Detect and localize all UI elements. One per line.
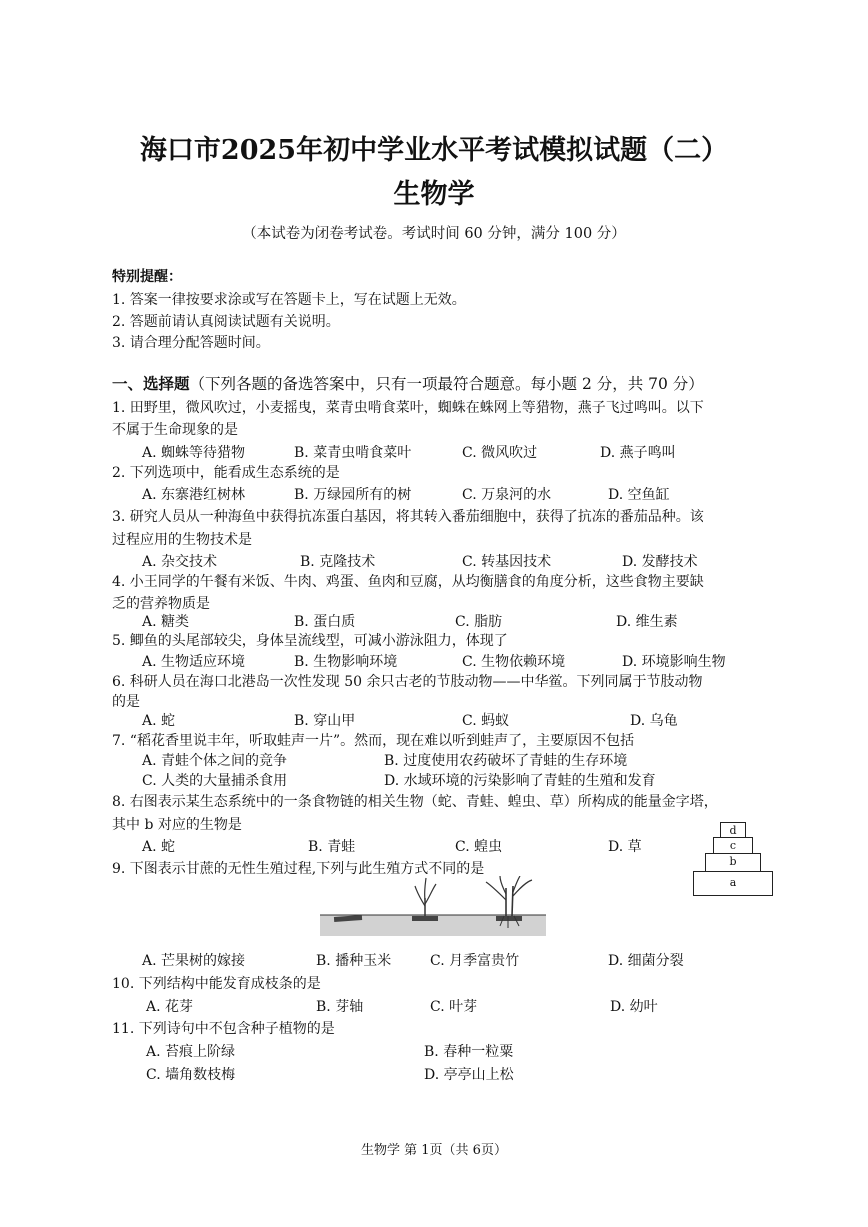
question-stem: 3. 研究人员从一种海鱼中获得抗冻蛋白基因，将其转入番茄细胞中，获得了抗冻的番茄品种。该 bbox=[112, 509, 704, 525]
pyramid-level-a: a bbox=[693, 871, 773, 896]
option-d: D. 发酵技术 bbox=[622, 554, 698, 570]
option-b: B. 穿山甲 bbox=[294, 713, 356, 729]
reminder-item: 1. 答案一律按要求涂或写在答题卡上，写在试题上无效。 bbox=[112, 292, 466, 308]
option-d: D. 幼叶 bbox=[610, 999, 658, 1015]
option-a: A. 蛇 bbox=[142, 713, 176, 729]
pyramid-level-d: d bbox=[720, 822, 746, 838]
question-stem: 4. 小王同学的午餐有米饭、牛肉、鸡蛋、鱼肉和豆腐，从均衡膳食的角度分析，这些食物主要缺 bbox=[112, 574, 704, 590]
exam-title: 海口市2025年初中学业水平考试模拟试题（二） bbox=[139, 135, 729, 166]
option-b: B. 春种一粒粟 bbox=[424, 1044, 514, 1060]
option-c: C. 叶芽 bbox=[430, 999, 478, 1015]
option-a: A. 东寨港红树林 bbox=[142, 487, 246, 503]
option-d: D. 乌龟 bbox=[630, 713, 678, 729]
question-stem: 11. 下列诗句中不包含种子植物的是 bbox=[112, 1021, 335, 1037]
option-d: D. 细菌分裂 bbox=[608, 953, 684, 969]
subject-title: 生物学 bbox=[393, 179, 475, 210]
option-a: A. 生物适应环境 bbox=[142, 654, 246, 670]
option-c: C. 人类的大量捕杀食用 bbox=[142, 773, 288, 789]
question-stem: 5. 鲫鱼的头尾部较尖，身体呈流线型，可减小游泳阻力，体现了 bbox=[112, 633, 508, 649]
question-stem: 2. 下列选项中，能看成生态系统的是 bbox=[112, 465, 340, 481]
sugarcane-propagation-illustration bbox=[320, 876, 546, 936]
question-stem: 不属于生命现象的是 bbox=[112, 422, 238, 438]
question-stem: 的是 bbox=[112, 694, 140, 710]
question-stem: 1. 田野里，微风吹过，小麦摇曳，菜青虫啃食菜叶，蜘蛛在蛛网上等猎物，燕子飞过鸣叫。以下 bbox=[112, 400, 704, 416]
option-b: B. 芽轴 bbox=[316, 999, 364, 1015]
reminder-item: 2. 答题前请认真阅读试题有关说明。 bbox=[112, 314, 340, 330]
option-c: C. 转基因技术 bbox=[462, 554, 552, 570]
option-b: B. 菜青虫啃食菜叶 bbox=[294, 445, 412, 461]
question-stem: 乏的营养物质是 bbox=[112, 596, 210, 612]
section-header bbox=[112, 375, 704, 393]
option-d: D. 燕子鸣叫 bbox=[600, 445, 676, 461]
question-stem: 过程应用的生物技术是 bbox=[112, 532, 252, 548]
option-b: B. 播种玉米 bbox=[316, 953, 392, 969]
question-stem: 10. 下列结构中能发育成枝条的是 bbox=[112, 976, 321, 992]
question-stem: 8. 右图表示某生态系统中的一条食物链的相关生物（蛇、青蛙、蝗虫、草）所构成的能量金字塔， bbox=[112, 794, 718, 810]
option-c: C. 脂肪 bbox=[455, 614, 503, 630]
option-c: C. 蝗虫 bbox=[455, 839, 503, 855]
option-d: D. 草 bbox=[608, 839, 642, 855]
pyramid-level-b: b bbox=[705, 853, 761, 872]
option-b: B. 万绿园所有的树 bbox=[294, 487, 412, 503]
question-stem: 其中 b 对应的生物是 bbox=[112, 817, 242, 833]
reminder-heading: 特别提醒： bbox=[112, 269, 182, 285]
exam-note: （本试卷为闭卷考试卷。考试时间 60 分钟，满分 100 分） bbox=[242, 226, 626, 242]
question-stem: 7. “稻花香里说丰年，听取蛙声一片”。然而，现在难以听到蛙声了，主要原因不包括 bbox=[112, 733, 635, 749]
option-b: B. 蛋白质 bbox=[294, 614, 356, 630]
option-a: A. 蛇 bbox=[142, 839, 176, 855]
option-a: A. 蜘蛛等待猎物 bbox=[142, 445, 246, 461]
option-d: D. 亭亭山上松 bbox=[424, 1067, 514, 1083]
energy-pyramid bbox=[693, 822, 773, 896]
option-a: A. 青蛙个体之间的竞争 bbox=[142, 753, 288, 769]
option-a: A. 杂交技术 bbox=[142, 554, 218, 570]
option-d: D. 维生素 bbox=[616, 614, 678, 630]
pyramid-level-c: c bbox=[713, 837, 753, 854]
option-a: A. 苔痕上阶绿 bbox=[146, 1044, 236, 1060]
section-heading: 一、选择题 bbox=[112, 374, 190, 393]
option-a: A. 花芽 bbox=[146, 999, 194, 1015]
option-c: C. 生物依赖环境 bbox=[462, 654, 566, 670]
option-c: C. 月季富贵竹 bbox=[430, 953, 520, 969]
option-b: B. 青蛙 bbox=[308, 839, 356, 855]
option-c: C. 万泉河的水 bbox=[462, 487, 552, 503]
option-d: D. 水域环境的污染影响了青蛙的生殖和发育 bbox=[384, 773, 656, 789]
option-b: B. 克隆技术 bbox=[300, 554, 376, 570]
question-stem: 9. 下图表示甘蔗的无性生殖过程,下列与此生殖方式不同的是 bbox=[112, 861, 485, 877]
section-instruction: （下列各题的备选答案中，只有一项最符合题意。每小题 2 分，共 70 分） bbox=[189, 375, 704, 393]
option-c: C. 蚂蚁 bbox=[462, 713, 510, 729]
option-c: C. 墙角数枝梅 bbox=[146, 1067, 236, 1083]
option-b: B. 过度使用农药破坏了青蛙的生存环境 bbox=[384, 753, 628, 769]
reminder-item: 3. 请合理分配答题时间。 bbox=[112, 335, 270, 351]
option-a: A. 糖类 bbox=[142, 614, 190, 630]
question-stem: 6. 科研人员在海口北港岛一次性发现 50 余只古老的节肢动物——中华鲎。下列同属于节肢动物 bbox=[112, 674, 703, 690]
option-d: D. 环境影响生物 bbox=[622, 654, 726, 670]
option-c: C. 微风吹过 bbox=[462, 445, 538, 461]
page-footer: 生物学 第 1页（共 6页） bbox=[361, 1143, 507, 1158]
option-a: A. 芒果树的嫁接 bbox=[142, 953, 246, 969]
option-d: D. 空鱼缸 bbox=[608, 487, 670, 503]
option-b: B. 生物影响环境 bbox=[294, 654, 398, 670]
